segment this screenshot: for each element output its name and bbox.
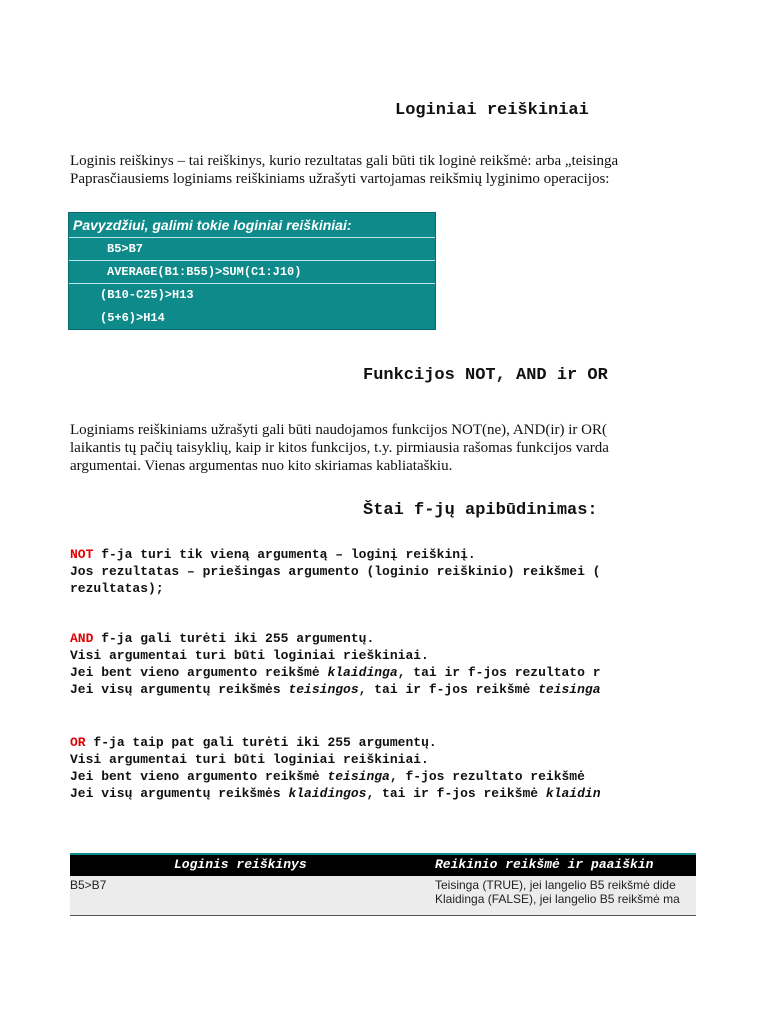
and-keyword: AND [70, 631, 94, 646]
table-header-explanation: Reikinio reikšmė ir paaiškin [435, 857, 654, 872]
or-line-4-italic: klaidingos [288, 786, 367, 801]
table-cell-expression: B5>B7 [70, 878, 107, 892]
and-line-4-italic-2: teisinga [538, 682, 601, 697]
and-line-4-italic: teisingos [288, 682, 359, 697]
intro-paragraph [70, 152, 696, 188]
page-title: Loginiai reiškiniai [395, 101, 589, 120]
example-item: (5+6)>H14 [100, 311, 165, 325]
and-line-3b: , tai ir f-jos rezultato r [397, 665, 601, 680]
not-description [70, 546, 696, 597]
or-line-3-italic: teisinga [327, 769, 390, 784]
or-line-4a: Jei visų argumentų reikšmės [70, 786, 289, 801]
or-line-4-italic-2: klaidin [545, 786, 601, 801]
intro-line-2: Paprasčiausiems loginiams reiškiniams užrašyti vartojamas reikšmių lyginimo operacijos: [70, 171, 610, 187]
and-line-4a: Jei visų argumentų reikšmės [70, 682, 289, 697]
and-line-4b: , tai ir f-jos reikšmė [358, 682, 539, 697]
intro-line-1: Loginis reiškinys – tai reiškinys, kurio rezultatas gali būti tik loginė reikšmė: arba „teisinga [70, 153, 619, 169]
or-line-3b: , f-jos rezultato reikšmė [389, 769, 585, 784]
or-keyword: OR [70, 735, 86, 750]
functions-title: Funkcijos NOT, AND ir OR [363, 366, 608, 385]
examples-header: Pavyzdžiui, galimi tokie loginiai reiškiniai: [69, 213, 435, 238]
explanation-line-2: Klaidinga (FALSE), jei langelio B5 reikšmė ma [435, 892, 680, 906]
and-line-3a: Jei bent vieno argumento reikšmė [70, 665, 328, 680]
example-item: AVERAGE(B1:B55)>SUM(C1:J10) [69, 261, 435, 284]
table-header [70, 853, 696, 876]
or-line-1: f-ja taip pat gali turėti iki 255 argumentų. [85, 735, 437, 750]
and-line-1: f-ja gali turėti iki 255 argumentų. [93, 631, 375, 646]
not-keyword: NOT [70, 547, 94, 562]
example-item: (B10-C25)>H13 [100, 288, 194, 302]
descriptions-title: Štai f-jų apibūdinimas: [363, 501, 598, 520]
table-row [70, 876, 696, 916]
or-line-4b: , tai ir f-jos reikšmė [366, 786, 546, 801]
and-description [70, 630, 696, 698]
and-line-3-italic: klaidinga [327, 665, 398, 680]
functions-line-3: argumentai. Vienas argumentas nuo kito skiriamas kabliataškiu. [70, 458, 453, 474]
table-cell-explanation [435, 878, 680, 906]
explanation-line-1: Teisinga (TRUE), jei langelio B5 reikšmė dide [435, 878, 676, 892]
not-line-3: rezultatas); [70, 581, 164, 596]
or-line-3a: Jei bent vieno argumento reikšmė [70, 769, 328, 784]
not-line-1: f-ja turi tik vieną argumentą – loginį reiškinį. [93, 547, 476, 562]
and-line-2: Visi argumentai turi būti loginiai rieškiniai. [70, 648, 429, 663]
or-line-2: Visi argumentai turi būti loginiai reiškiniai. [70, 752, 429, 767]
not-line-2: Jos rezultatas – priešingas argumento (loginio reiškinio) reikšmei ( [70, 564, 601, 579]
functions-paragraph [70, 421, 696, 475]
example-item: B5>B7 [69, 238, 435, 261]
or-description [70, 734, 696, 802]
functions-line-1: Loginiams reiškiniams užrašyti gali būti naudojamos funkcijos NOT(ne), AND(ir) ir OR( [70, 422, 607, 438]
table-header-expression: Loginis reiškinys [174, 857, 307, 872]
examples-box [68, 212, 436, 330]
functions-line-2: laikantis tų pačių taisyklių, kaip ir kitos funkcijos, t.y. pirmiausia rašomas funkcijos varda [70, 440, 609, 456]
